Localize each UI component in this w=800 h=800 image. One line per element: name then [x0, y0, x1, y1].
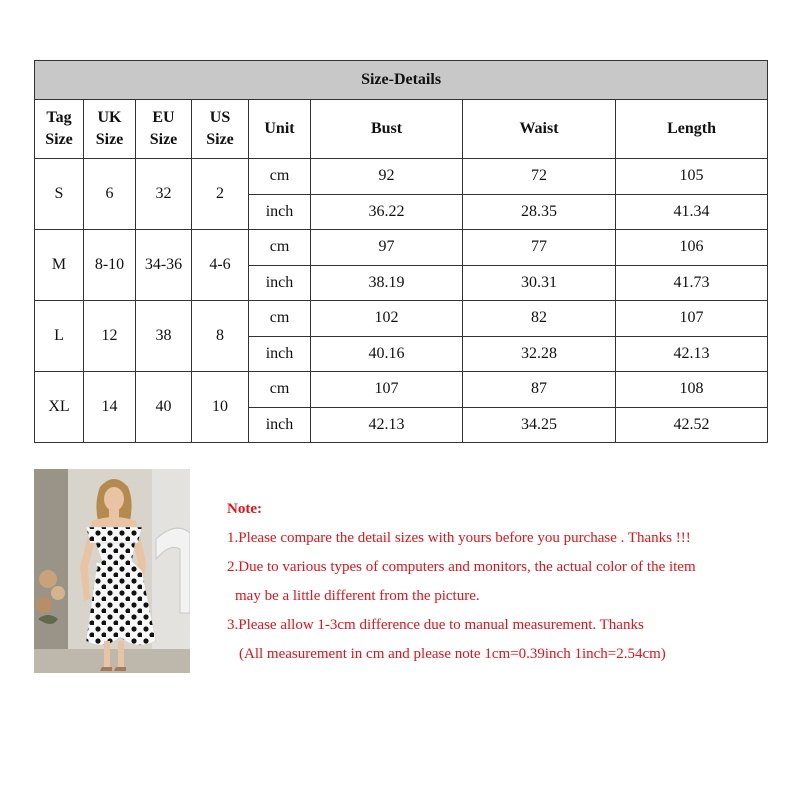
uk-size-cell: 8-10 — [84, 230, 136, 301]
waist-cell: 34.25 — [463, 407, 616, 443]
unit-cell: inch — [249, 336, 311, 372]
note-line-3: 3.Please allow 1-3cm difference due to manual measurement. Thanks — [227, 617, 644, 633]
table-title: Size-Details — [35, 61, 768, 100]
uk-size-cell: 12 — [84, 301, 136, 372]
waist-cell: 30.31 — [463, 265, 616, 301]
header-unit: Unit — [249, 100, 311, 159]
unit-cell: inch — [249, 194, 311, 230]
waist-cell: 87 — [463, 372, 616, 408]
table-row — [35, 372, 768, 408]
uk-size-cell: 14 — [84, 372, 136, 443]
bust-cell: 107 — [311, 372, 463, 408]
header-length: Length — [616, 100, 768, 159]
note-section — [227, 498, 787, 672]
model-polka-dot-dress-illustration — [34, 469, 190, 673]
table-row — [35, 230, 768, 266]
length-cell: 105 — [616, 159, 768, 195]
unit-cell: inch — [249, 407, 311, 443]
bust-cell: 102 — [311, 301, 463, 337]
size-details-table — [34, 60, 768, 443]
waist-cell: 82 — [463, 301, 616, 337]
bust-cell: 42.13 — [311, 407, 463, 443]
table-row — [35, 301, 768, 337]
eu-size-cell: 38 — [136, 301, 192, 372]
bust-cell: 97 — [311, 230, 463, 266]
unit-cell: cm — [249, 301, 311, 337]
waist-cell: 32.28 — [463, 336, 616, 372]
note-line-2-continued: may be a little different from the picture. — [235, 588, 480, 604]
header-eu-size: EU Size — [136, 100, 192, 159]
uk-size-cell: 6 — [84, 159, 136, 230]
note-line-2: 2.Due to various types of computers and monitors, the actual color of the item — [227, 559, 696, 575]
tag-size-cell: M — [35, 230, 84, 301]
bust-cell: 36.22 — [311, 194, 463, 230]
tag-size-cell: L — [35, 301, 84, 372]
length-cell: 108 — [616, 372, 768, 408]
note-title: Note: — [227, 501, 262, 517]
bust-cell: 92 — [311, 159, 463, 195]
eu-size-cell: 40 — [136, 372, 192, 443]
bust-cell: 40.16 — [311, 336, 463, 372]
us-size-cell: 10 — [192, 372, 249, 443]
note-measurement-conversion: (All measurement in cm and please note 1cm=0.39inch 1inch=2.54cm) — [239, 646, 666, 662]
us-size-cell: 2 — [192, 159, 249, 230]
length-cell: 41.73 — [616, 265, 768, 301]
us-size-cell: 8 — [192, 301, 249, 372]
bust-cell: 38.19 — [311, 265, 463, 301]
header-waist: Waist — [463, 100, 616, 159]
tag-size-cell: S — [35, 159, 84, 230]
header-us-size: US Size — [192, 100, 249, 159]
waist-cell: 77 — [463, 230, 616, 266]
table-row — [35, 159, 768, 195]
length-cell: 42.13 — [616, 336, 768, 372]
note-line-1: 1.Please compare the detail sizes with yours before you purchase . Thanks !!! — [227, 530, 691, 546]
us-size-cell: 4-6 — [192, 230, 249, 301]
unit-cell: cm — [249, 372, 311, 408]
length-cell: 106 — [616, 230, 768, 266]
eu-size-cell: 34-36 — [136, 230, 192, 301]
eu-size-cell: 32 — [136, 159, 192, 230]
unit-cell: inch — [249, 265, 311, 301]
unit-cell: cm — [249, 159, 311, 195]
header-uk-size: UK Size — [84, 100, 136, 159]
length-cell: 107 — [616, 301, 768, 337]
tag-size-cell: XL — [35, 372, 84, 443]
waist-cell: 28.35 — [463, 194, 616, 230]
product-photo — [34, 469, 190, 673]
length-cell: 41.34 — [616, 194, 768, 230]
unit-cell: cm — [249, 230, 311, 266]
header-bust: Bust — [311, 100, 463, 159]
header-tag-size: Tag Size — [35, 100, 84, 159]
length-cell: 42.52 — [616, 407, 768, 443]
waist-cell: 72 — [463, 159, 616, 195]
